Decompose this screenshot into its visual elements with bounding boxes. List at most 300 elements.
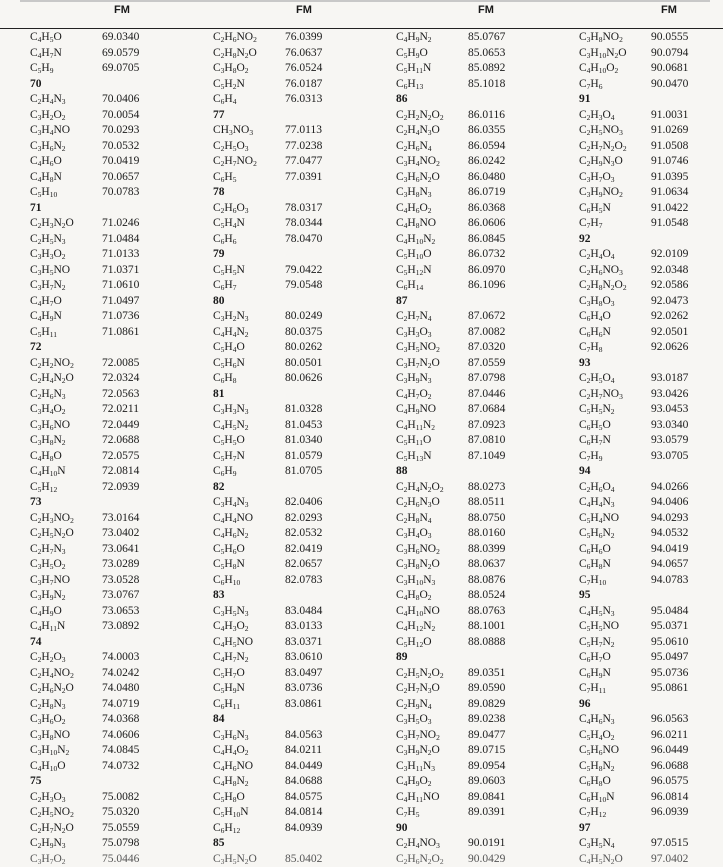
- formula-row: [30, 216, 200, 232]
- formula: $C_3H_4O_3$: [396, 526, 468, 542]
- formula: $C_4H_6NO$: [213, 759, 285, 775]
- formula-row: [396, 728, 566, 744]
- formula: $C_3H_5N_3$: [213, 604, 285, 620]
- formula: $C_4H_{11}NO$: [396, 790, 468, 806]
- formula: $C_2H_5N_2O$: [30, 526, 102, 542]
- formula: $C_6H_8N$: [579, 557, 651, 573]
- formula-mass: 90.0555: [651, 30, 688, 46]
- formula: $C_6H_{12}$: [213, 821, 285, 837]
- formula: $C_3H_4O_2$: [30, 402, 102, 418]
- formula: $C_2H_3NO_2$: [30, 511, 102, 527]
- formula-mass: 88.1001: [468, 619, 505, 635]
- formula: $C_4H_5NO$: [213, 635, 285, 651]
- formula-mass: 87.0446: [468, 387, 505, 403]
- formula-mass: 72.0324: [102, 371, 139, 387]
- formula-row: [396, 278, 566, 294]
- formula: $C_2H_3N_2O$: [30, 216, 102, 232]
- formula-mass: 76.0524: [285, 61, 322, 77]
- formula-row: [579, 619, 723, 635]
- formula: $C_3H_6O_2$: [30, 712, 102, 728]
- formula-row: [30, 480, 200, 496]
- formula: $C_5H_9O$: [396, 46, 468, 62]
- formula: $CH_3NO_3$: [213, 123, 285, 139]
- formula: $C_4H_6O_2$: [396, 201, 468, 217]
- formula-row: [396, 526, 566, 542]
- formula: $C_4H_{10}N$: [30, 464, 102, 480]
- formula-row: [213, 418, 383, 434]
- formula-row: [30, 278, 200, 294]
- formula: $C_2H_8N_2O_2$: [579, 278, 651, 294]
- formula: $C_6H_6O$: [579, 542, 651, 558]
- formula-row: [30, 619, 200, 635]
- formula-mass: 79.0422: [285, 263, 322, 279]
- formula-row: [396, 387, 566, 403]
- formula-mass: 88.0273: [468, 480, 505, 496]
- formula-row: [30, 805, 200, 821]
- formula-mass: 72.0688: [102, 433, 139, 449]
- formula-mass: 71.0133: [102, 247, 139, 263]
- formula-mass: 74.0845: [102, 743, 139, 759]
- formula-row: [213, 154, 383, 170]
- formula-mass: 74.0719: [102, 697, 139, 713]
- formula-row: [30, 294, 200, 310]
- formula-mass: 81.0340: [285, 433, 322, 449]
- formula-mass: 89.0954: [468, 759, 505, 775]
- formula-mass: 86.0480: [468, 170, 505, 186]
- formula-mass: 85.1018: [468, 77, 505, 93]
- formula-row: [396, 542, 566, 558]
- formula-row: [579, 433, 723, 449]
- mass-column-3: [396, 30, 566, 867]
- formula-mass: 83.0371: [285, 635, 322, 651]
- formula-mass: 86.0845: [468, 232, 505, 248]
- formula: $C_3H_9NO_2$: [579, 185, 651, 201]
- formula-row: [396, 666, 566, 682]
- formula-mass: 89.0841: [468, 790, 505, 806]
- formula: $C_3H_8O_3$: [579, 294, 651, 310]
- nominal-mass-heading: 79: [213, 247, 383, 263]
- formula-mass: 73.0528: [102, 573, 139, 589]
- formula: $C_7H_{10}$: [579, 573, 651, 589]
- nominal-mass-heading: 94: [579, 464, 723, 480]
- formula-row: [30, 247, 200, 263]
- formula-mass: 87.0559: [468, 356, 505, 372]
- formula-row: [213, 139, 383, 155]
- nominal-mass-heading: 78: [213, 185, 383, 201]
- formula-row: [213, 650, 383, 666]
- formula-row: [396, 480, 566, 496]
- formula: $C_4H_5N_3$: [579, 604, 651, 620]
- formula: $C_7H_{11}$: [579, 681, 651, 697]
- formula-row: [579, 123, 723, 139]
- formula-row: [30, 557, 200, 573]
- formula: $C_4H_7N_2$: [213, 650, 285, 666]
- formula: $C_5H_8O$: [213, 790, 285, 806]
- formula: $C_6H_{10}$: [213, 573, 285, 589]
- formula-row: [30, 139, 200, 155]
- formula: $C_5H_{11}$: [30, 325, 102, 341]
- formula: $C_2H_8N_3$: [30, 697, 102, 713]
- formula-mass: 90.0470: [651, 77, 688, 93]
- formula-mass: 89.0590: [468, 681, 505, 697]
- formula-row: [30, 263, 200, 279]
- formula-row: [396, 340, 566, 356]
- formula-row: [579, 836, 723, 852]
- formula-mass: 73.0164: [102, 511, 139, 527]
- formula: $C_2H_2N_2O_2$: [396, 108, 468, 124]
- formula-mass: 69.0340: [102, 30, 139, 46]
- formula-mass: 82.0657: [285, 557, 322, 573]
- formula: $C_5H_5NO$: [579, 619, 651, 635]
- formula: $C_5H_6NO$: [579, 743, 651, 759]
- formula-mass: 82.0783: [285, 573, 322, 589]
- formula: $C_4H_8O$: [30, 449, 102, 465]
- formula-row: [30, 542, 200, 558]
- formula-mass: 74.0606: [102, 728, 139, 744]
- formula-row: [396, 573, 566, 589]
- formula-mass: 91.0548: [651, 216, 688, 232]
- formula-row: [579, 61, 723, 77]
- formula: $C_3H_4NO_2$: [396, 154, 468, 170]
- formula: $C_4H_8N_2$: [213, 774, 285, 790]
- nominal-mass-heading: 81: [213, 387, 383, 403]
- formula-mass: 89.0238: [468, 712, 505, 728]
- formula-mass: 70.0657: [102, 170, 139, 186]
- formula-mass: 92.0262: [651, 309, 688, 325]
- formula-row: [213, 216, 383, 232]
- formula: $C_2H_4N_3$: [30, 92, 102, 108]
- formula: $C_4H_{10}O$: [30, 759, 102, 775]
- formula-row: [396, 247, 566, 263]
- formula-row: [30, 170, 200, 186]
- formula-row: [30, 511, 200, 527]
- formula-row: [579, 185, 723, 201]
- formula-row: [579, 371, 723, 387]
- formula-row: [213, 123, 383, 139]
- formula: $C_5H_7N$: [213, 449, 285, 465]
- formula-mass: 86.0606: [468, 216, 505, 232]
- formula: $C_4H_9N_2$: [396, 30, 468, 46]
- formula-row: [213, 170, 383, 186]
- formula-mass: 72.0563: [102, 387, 139, 403]
- formula-row: [213, 92, 383, 108]
- formula-row: [30, 108, 200, 124]
- formula-row: [579, 139, 723, 155]
- formula-mass: 82.0419: [285, 542, 322, 558]
- formula: $C_2H_5O_4$: [579, 371, 651, 387]
- formula-row: [213, 232, 383, 248]
- formula: $C_5H_6N$: [213, 356, 285, 372]
- formula: $C_3H_{10}N_2$: [30, 743, 102, 759]
- mass-column-4: [579, 30, 723, 867]
- formula-mass: 72.0575: [102, 449, 139, 465]
- formula: $C_6H_{14}$: [396, 278, 468, 294]
- formula-row: [213, 402, 383, 418]
- formula-row: [396, 123, 566, 139]
- formula: $C_5H_8N$: [213, 557, 285, 573]
- formula-mass: 73.0892: [102, 619, 139, 635]
- formula-mass: 92.0626: [651, 340, 688, 356]
- formula-row: [579, 387, 723, 403]
- formula: $C_2H_5N_3$: [30, 232, 102, 248]
- formula: $C_2H_3O_3$: [30, 790, 102, 806]
- formula: $C_2H_8N_2O$: [213, 46, 285, 62]
- formula-mass: 73.0653: [102, 604, 139, 620]
- formula: $C_2H_6N_2O$: [30, 681, 102, 697]
- formula-row: [579, 108, 723, 124]
- formula: $C_2H_7N_3$: [30, 542, 102, 558]
- formula-mass: 80.0249: [285, 309, 322, 325]
- formula-mass: 93.0579: [651, 433, 688, 449]
- formula-row: [30, 123, 200, 139]
- formula-mass: 81.0453: [285, 418, 322, 434]
- formula-row: [396, 402, 566, 418]
- formula-mass: 87.0798: [468, 371, 505, 387]
- formula-mass: 89.0603: [468, 774, 505, 790]
- formula-row: [396, 154, 566, 170]
- formula-row: [579, 650, 723, 666]
- formula-mass: 72.0211: [102, 402, 139, 418]
- formula-mass: 77.0113: [285, 123, 322, 139]
- formula: $C_2H_5N_2O_2$: [396, 666, 468, 682]
- formula-mass: 86.0116: [468, 108, 505, 124]
- formula-mass: 89.0351: [468, 666, 505, 682]
- formula: $C_4H_5N_2$: [213, 418, 285, 434]
- formula-mass: 83.0861: [285, 697, 322, 713]
- formula-mass: 93.0187: [651, 371, 688, 387]
- column-header-fm-3: FM: [478, 4, 494, 16]
- formula-mass: 92.0348: [651, 263, 688, 279]
- formula-row: [396, 356, 566, 372]
- formula-row: [213, 852, 383, 867]
- formula-mass: 87.0082: [468, 325, 505, 341]
- formula-row: [396, 371, 566, 387]
- formula-row: [213, 542, 383, 558]
- formula: $C_2H_4N_3O$: [396, 123, 468, 139]
- formula-mass: 94.0419: [651, 542, 688, 558]
- formula: $C_2H_6NO_3$: [579, 263, 651, 279]
- formula-mass: 95.0610: [651, 635, 688, 651]
- formula-row: [396, 852, 566, 867]
- formula: $C_3H_3O_3$: [396, 325, 468, 341]
- formula-mass: 86.0242: [468, 154, 505, 170]
- formula-mass: 83.0610: [285, 650, 322, 666]
- formula: $C_2H_8N_4$: [396, 511, 468, 527]
- formula-mass: 83.0133: [285, 619, 322, 635]
- formula: $C_2H_6N_3$: [30, 387, 102, 403]
- formula: $C_2H_4N_2O_2$: [396, 480, 468, 496]
- formula-mass: 70.0054: [102, 108, 139, 124]
- formula: $C_5H_5N$: [213, 263, 285, 279]
- formula-mass: 96.0563: [651, 712, 688, 728]
- formula-mass: 73.0402: [102, 526, 139, 542]
- formula-row: [30, 712, 200, 728]
- formula-mass: 74.0003: [102, 650, 139, 666]
- formula-mass: 90.0794: [651, 46, 688, 62]
- formula-mass: 91.0508: [651, 139, 688, 155]
- formula: $C_5H_{12}O$: [396, 635, 468, 651]
- formula-row: [213, 728, 383, 744]
- formula: $C_2H_4N_2O$: [30, 371, 102, 387]
- formula-mass: 88.0399: [468, 542, 505, 558]
- formula-mass: 97.0515: [651, 836, 688, 852]
- nominal-mass-heading: 96: [579, 697, 723, 713]
- formula: $C_4H_9O$: [30, 604, 102, 620]
- formula: $C_2H_9N_3$: [30, 836, 102, 852]
- nominal-mass-heading: 91: [579, 92, 723, 108]
- formula: $C_3H_{11}N_3$: [396, 759, 468, 775]
- formula: $C_5H_{12}N$: [396, 263, 468, 279]
- formula: $C_5H_7O$: [213, 666, 285, 682]
- formula: $C_3H_5N_4$: [579, 836, 651, 852]
- formula-mass: 79.0548: [285, 278, 322, 294]
- formula-mass: 95.0484: [651, 604, 688, 620]
- formula-mass: 71.0497: [102, 294, 139, 310]
- formula-mass: 71.0861: [102, 325, 139, 341]
- formula: $C_3H_7NO_2$: [396, 728, 468, 744]
- formula: $C_5H_5O$: [213, 433, 285, 449]
- formula-row: [30, 650, 200, 666]
- formula-mass: 92.0109: [651, 247, 688, 263]
- formula-mass: 91.0269: [651, 123, 688, 139]
- formula-row: [213, 681, 383, 697]
- nominal-mass-heading: 97: [579, 821, 723, 837]
- formula: $C_6H_5$: [213, 170, 285, 186]
- formula-mass: 84.0939: [285, 821, 322, 837]
- formula: $C_3H_{10}N_2O$: [579, 46, 651, 62]
- formula-row: [396, 712, 566, 728]
- formula-mass: 87.1049: [468, 449, 505, 465]
- formula-mass: 83.0484: [285, 604, 322, 620]
- formula: $C_3H_7N_2O$: [396, 356, 468, 372]
- formula-row: [30, 185, 200, 201]
- formula-row: [213, 774, 383, 790]
- formula-mass: 73.0767: [102, 588, 139, 604]
- formula: $C_5H_4NO$: [579, 511, 651, 527]
- formula-mass: 75.0082: [102, 790, 139, 806]
- formula-mass: 70.0293: [102, 123, 139, 139]
- formula-row: [213, 805, 383, 821]
- formula: $C_5H_{11}O$: [396, 433, 468, 449]
- formula: $C_3H_2N_3$: [213, 309, 285, 325]
- formula-mass: 92.0586: [651, 278, 688, 294]
- formula-mass: 89.0391: [468, 805, 505, 821]
- nominal-mass-heading: 87: [396, 294, 566, 310]
- formula-row: [30, 573, 200, 589]
- formula-row: [30, 232, 200, 248]
- formula-mass: 96.0688: [651, 759, 688, 775]
- formula-mass: 78.0317: [285, 201, 322, 217]
- formula-row: [579, 247, 723, 263]
- formula-row: [579, 30, 723, 46]
- formula-mass: 84.0563: [285, 728, 322, 744]
- formula-row: [579, 495, 723, 511]
- formula-mass: 74.0242: [102, 666, 139, 682]
- formula: $C_3H_8N_2$: [30, 433, 102, 449]
- formula-row: [579, 681, 723, 697]
- formula: $C_2H_5O_3$: [213, 139, 285, 155]
- formula: $C_2H_9N_3O$: [579, 154, 651, 170]
- formula-mass: 81.0705: [285, 464, 322, 480]
- formula: $C_2H_7NO_3$: [579, 387, 651, 403]
- formula-mass: 97.0402: [651, 852, 688, 867]
- formula-mass: 93.0426: [651, 387, 688, 403]
- formula: $C_4H_{10}NO$: [396, 604, 468, 620]
- formula-row: [213, 759, 383, 775]
- nominal-mass-heading: 84: [213, 712, 383, 728]
- formula-row: [579, 325, 723, 341]
- formula-mass: 88.0524: [468, 588, 505, 604]
- formula-row: [396, 309, 566, 325]
- formula-mass: 86.0594: [468, 139, 505, 155]
- formula-mass: 87.0684: [468, 402, 505, 418]
- formula: $C_5H_6N_2$: [579, 526, 651, 542]
- formula-mass: 86.0719: [468, 185, 505, 201]
- formula-row: [579, 511, 723, 527]
- formula: $C_2H_2NO_2$: [30, 356, 102, 372]
- formula-mass: 92.0473: [651, 294, 688, 310]
- formula: $C_4H_9NO$: [396, 402, 468, 418]
- formula-mass: 81.0328: [285, 402, 322, 418]
- formula: $C_2H_5NO_2$: [30, 805, 102, 821]
- formula-mass: 88.0763: [468, 604, 505, 620]
- formula-mass: 87.0672: [468, 309, 505, 325]
- formula-row: [396, 185, 566, 201]
- formula-mass: 89.0477: [468, 728, 505, 744]
- formula-mass: 77.0391: [285, 170, 322, 186]
- formula: $C_5H_{12}$: [30, 480, 102, 496]
- formula: $C_3H_6N_2O$: [396, 170, 468, 186]
- formula-row: [213, 356, 383, 372]
- formula-row: [579, 340, 723, 356]
- formula-row: [30, 588, 200, 604]
- formula: $C_2H_6O_3$: [213, 201, 285, 217]
- formula-mass: 84.0575: [285, 790, 322, 806]
- formula-mass: 72.0085: [102, 356, 139, 372]
- formula-mass: 93.0453: [651, 402, 688, 418]
- formula: $C_6H_{10}N$: [579, 790, 651, 806]
- formula-row: [396, 216, 566, 232]
- formula-row: [579, 805, 723, 821]
- formula-mass: 73.0641: [102, 542, 139, 558]
- formula-row: [579, 852, 723, 867]
- formula: $C_6H_5O$: [579, 418, 651, 434]
- nominal-mass-heading: 77: [213, 108, 383, 124]
- formula: $C_6H_4O$: [579, 309, 651, 325]
- formula-row: [30, 325, 200, 341]
- nominal-mass-heading: 89: [396, 650, 566, 666]
- formula-mass: 96.0575: [651, 774, 688, 790]
- formula-mass: 70.0783: [102, 185, 139, 201]
- formula-mass: 86.0732: [468, 247, 505, 263]
- formula-row: [579, 449, 723, 465]
- formula-row: [30, 449, 200, 465]
- formula-row: [30, 371, 200, 387]
- formula: $C_6H_6N$: [579, 325, 651, 341]
- formula-row: [579, 790, 723, 806]
- formula-mass: 95.0736: [651, 666, 688, 682]
- formula-mass: 94.0783: [651, 573, 688, 589]
- formula: $C_4H_3O_2$: [213, 619, 285, 635]
- formula-mass: 78.0344: [285, 216, 322, 232]
- formula-row: [213, 263, 383, 279]
- formula-row: [396, 30, 566, 46]
- formula-mass: 78.0470: [285, 232, 322, 248]
- formula-mass: 69.0705: [102, 61, 139, 77]
- formula-mass: 88.0750: [468, 511, 505, 527]
- formula: $C_4H_9O_2$: [396, 774, 468, 790]
- formula-mass: 75.0320: [102, 805, 139, 821]
